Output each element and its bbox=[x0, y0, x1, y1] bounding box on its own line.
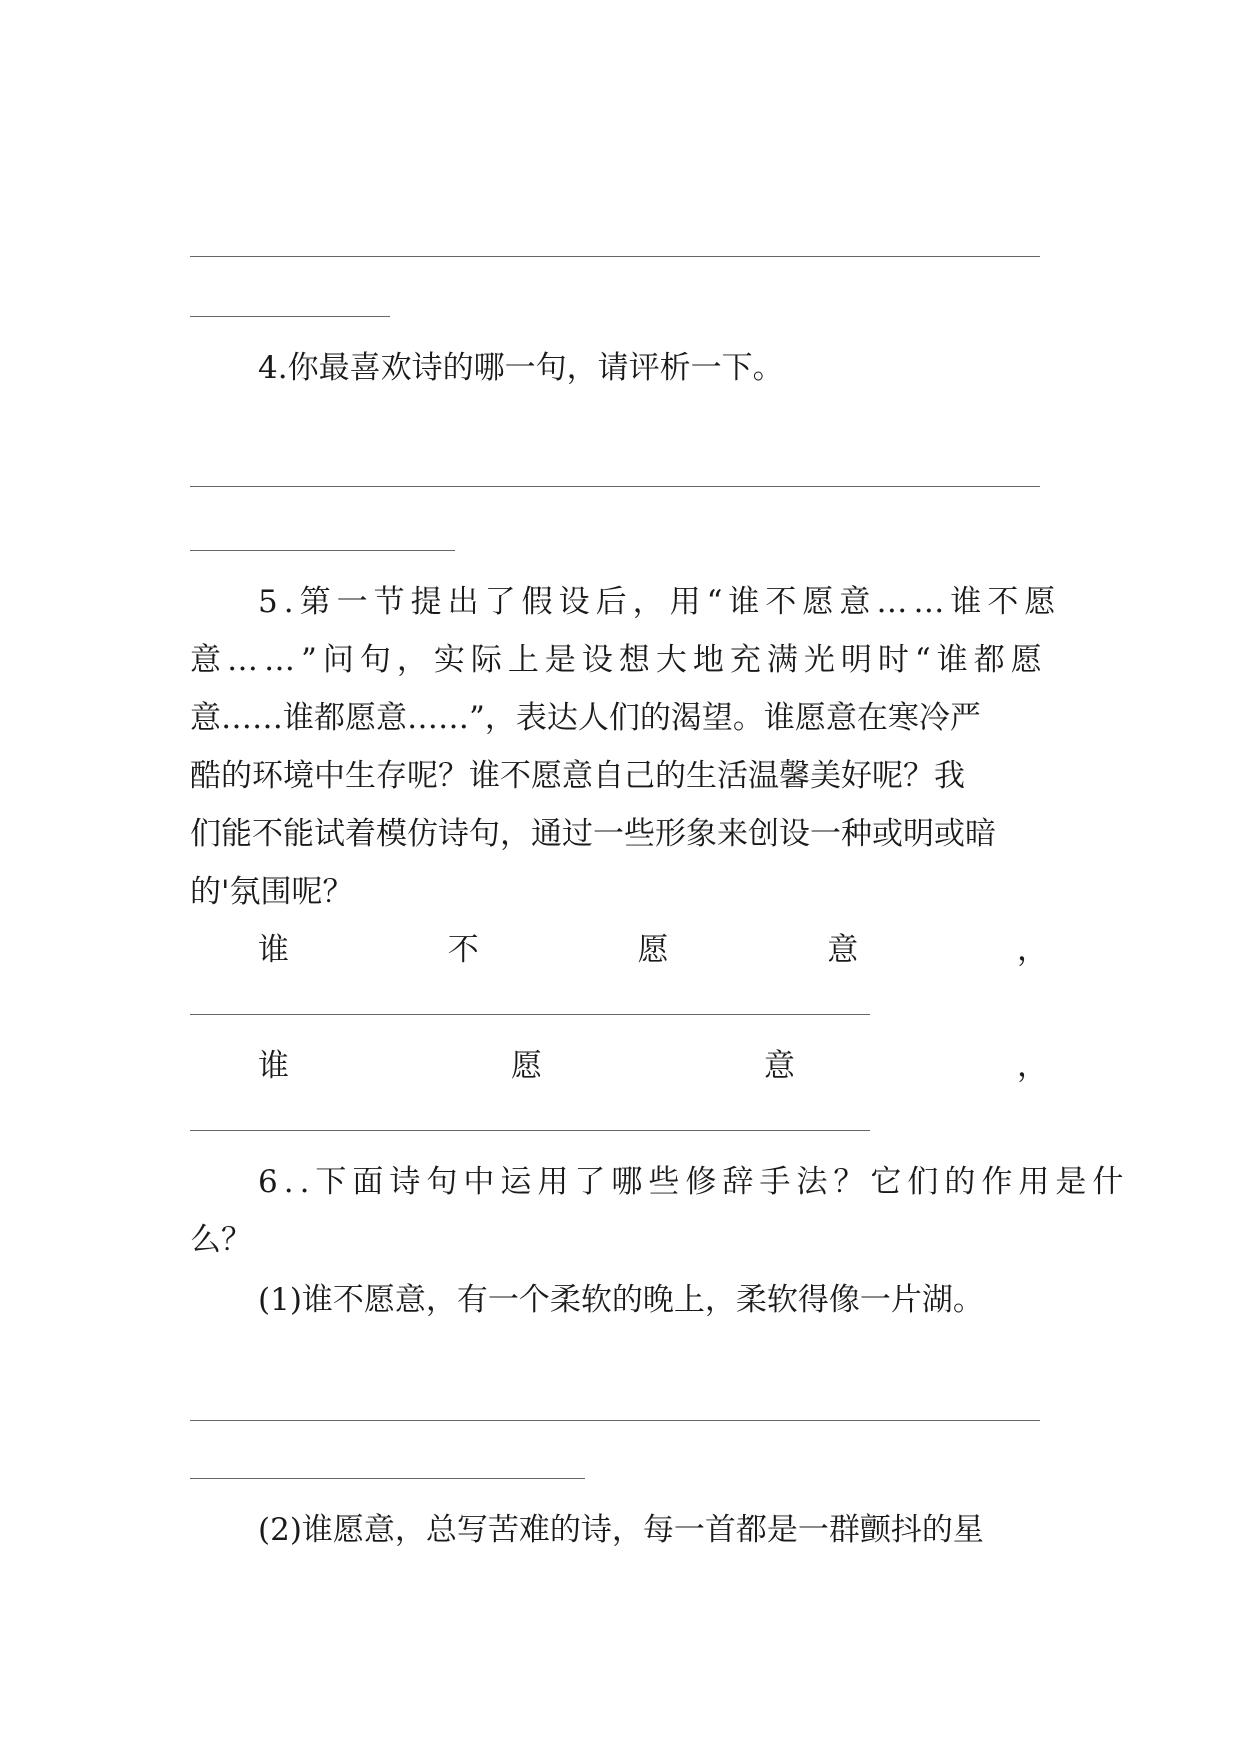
fill-char: ， bbox=[1017, 1048, 1048, 1084]
fill-char: 不 bbox=[447, 932, 479, 968]
fill-char: 谁 bbox=[258, 1048, 289, 1084]
question-5-line-4: 酷的环境中生存呢？谁不愿意自己的生活温馨美好呢？我 bbox=[190, 758, 965, 794]
question-5-line-3: 意……谁都愿意……”，表达人们的渴望。谁愿意在寒冷严 bbox=[190, 700, 981, 736]
answer-line bbox=[190, 550, 455, 551]
fill-char: 愿 bbox=[637, 932, 669, 968]
answer-line bbox=[190, 316, 390, 317]
answer-line bbox=[190, 1420, 1040, 1421]
fill-char: 愿 bbox=[511, 1048, 542, 1084]
answer-line bbox=[190, 486, 1040, 487]
question-6-item-1: (1)谁不愿意，有一个柔软的晚上，柔软得像一片湖。 bbox=[258, 1282, 984, 1318]
answer-line bbox=[190, 1478, 585, 1479]
question-5-line-5: 们能不能试着模仿诗句，通过一些形象来创设一种或明或暗 bbox=[190, 816, 996, 852]
question-5-line-6: 的'氛围呢？ bbox=[190, 874, 354, 910]
fill-in-prompt-2 bbox=[258, 1040, 1048, 1085]
question-5-line-2: 意……”问句，实际上是设想大地充满光明时“谁都愿 bbox=[190, 642, 1048, 678]
answer-line bbox=[190, 256, 1040, 257]
fill-char: 谁 bbox=[258, 932, 289, 968]
answer-line bbox=[190, 1014, 870, 1015]
fill-char: ， bbox=[1017, 932, 1048, 968]
question-5-line-1: 5.第一节提出了假设后，用“谁不愿意……谁不愿 bbox=[258, 584, 1062, 620]
question-6-line-2: 么？ bbox=[190, 1222, 252, 1258]
fill-in-prompt-1 bbox=[258, 924, 1048, 969]
fill-char: 意 bbox=[764, 1048, 795, 1084]
question-6-line-1: 6..下面诗句中运用了哪些修辞手法？它们的作用是什 bbox=[258, 1164, 1130, 1200]
answer-line bbox=[190, 1130, 870, 1131]
fill-char: 意 bbox=[827, 932, 859, 968]
question-6-item-2: (2)谁愿意，总写苦难的诗，每一首都是一群颤抖的星 bbox=[258, 1512, 984, 1548]
question-4: 4.你最喜欢诗的哪一句，请评析一下。 bbox=[258, 350, 784, 386]
